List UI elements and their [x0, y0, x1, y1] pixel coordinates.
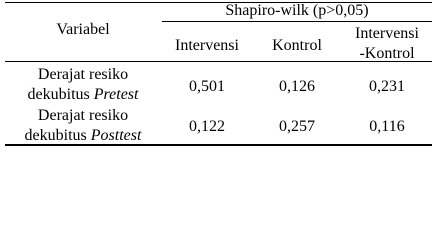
intervensi-header: Intervensi — [175, 37, 239, 54]
pretest-kontrol-value: 0,126 — [279, 78, 315, 95]
pretest-label-line2 — [5, 85, 161, 105]
posttest-label-italic: Posttest — [90, 127, 142, 144]
pretest-row-label — [5, 65, 161, 105]
pretest-label-line1: Derajat resiko — [37, 66, 129, 83]
intervensi-kontrol-header — [342, 24, 432, 64]
kontrol-header: Kontrol — [272, 37, 322, 54]
posttest-row-label — [5, 106, 161, 146]
group-header-rule — [162, 21, 432, 22]
intervensi-kontrol-header-line2: -Kontrol — [359, 45, 415, 62]
intervensi-kontrol-header-line1: Intervensi — [355, 25, 419, 42]
posttest-label-line1: Derajat resiko — [37, 107, 129, 124]
variabel-header: Variabel — [56, 21, 110, 38]
pretest-label-italic: Pretest — [93, 86, 139, 103]
pretest-label-prefix: dekubitus — [27, 86, 94, 103]
posttest-intervensi-value: 0,122 — [189, 118, 225, 135]
posttest-label-line2 — [5, 126, 161, 146]
pretest-intervensi-kontrol-value: 0,231 — [369, 78, 405, 95]
posttest-intervensi-kontrol-value: 0,116 — [369, 118, 405, 135]
posttest-kontrol-value: 0,257 — [279, 118, 315, 135]
shapiro-wilk-header: Shapiro-wilk (p>0,05) — [225, 2, 369, 19]
posttest-label-prefix: dekubitus — [24, 127, 91, 144]
pretest-intervensi-value: 0,501 — [189, 78, 225, 95]
